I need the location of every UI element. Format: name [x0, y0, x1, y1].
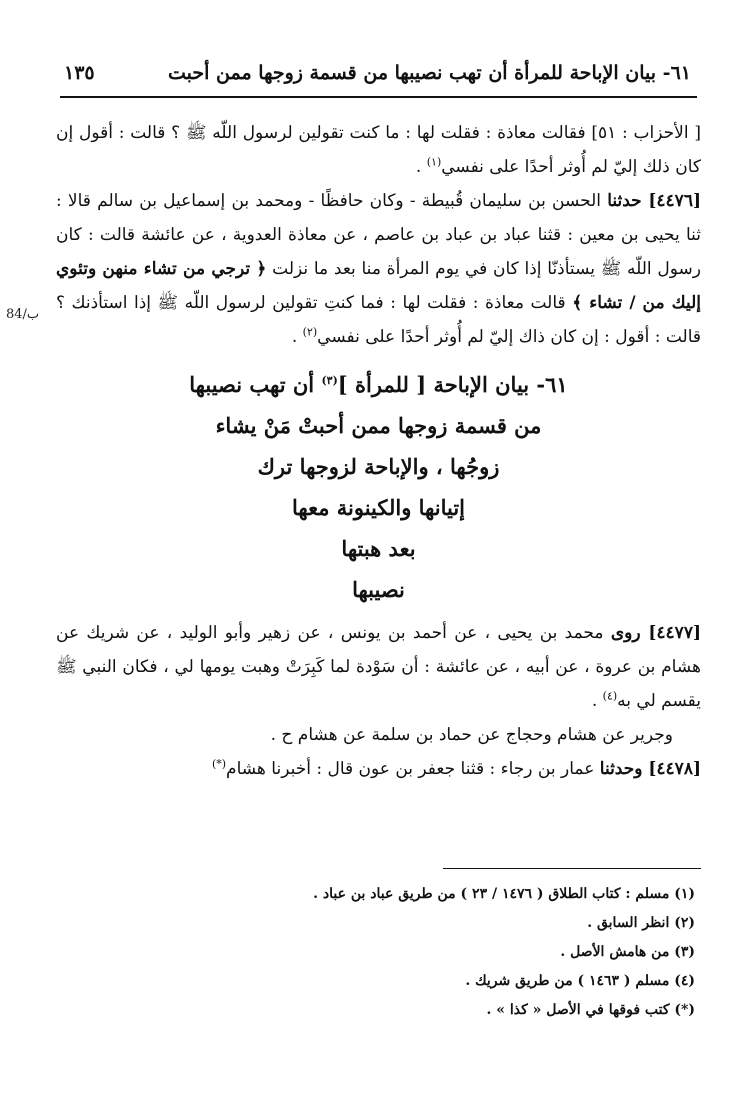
margin-folio-note: 84/ب: [6, 307, 40, 322]
footnote-star: (*) كتب فوقها في الأصل « كذا » .: [486, 1002, 695, 1018]
hadith-4476-text-b: قالت معاذة : فقلت لها : فما كنتِ تقولين لرسول اللّه ﷺ إذا استأذنك ؟ قالت : أقول : إن كان ذاك إليّ لم أُوثر أحدًا على نفسي: [56, 293, 701, 347]
paragraph-1-end: .: [415, 157, 427, 177]
paragraph-chain: [56, 718, 701, 752]
hadith-4476-text-a: الحسن بن سليمان قُبيطة - وكان حافظًا - ومحمد بن إسماعيل بن سالم قالا : ثنا يحيى بن معين : قثنا عباد بن عباد بن عاصم ، عن معاذة العدوية ، عن عائشة قالت : كان رسول اللّه ﷺ يستأذنّا إذا كان في يوم المرأة منا بعد ما نزلت: [56, 191, 701, 279]
header-title: ٦١- بيان الإباحة للمرأة أن تهب نصيبها من قسمة زوجها ممن أحبت: [168, 62, 691, 84]
page-number: ١٣٥: [64, 62, 95, 84]
paragraph-1-text: [ الأحزاب : ٥١] فقالت معاذة : فقلت لها : ما كنت تقولين لرسول اللّه ﷺ ؟ قالت : أقول إن كان ذلك إليّ لم أُوثر أحدًا على نفسي: [56, 123, 701, 177]
hadith-4478-number: [٤٤٧٨] وحدثنا: [599, 759, 701, 779]
hadith-4478: [56, 752, 701, 786]
chapter-title-line-1-b: أن تهب نصيبها: [189, 372, 322, 397]
quran-quote: ﴿ ترجي من تشاء منهن وتئوي إليك من / تشاء ﴾: [56, 259, 702, 313]
footnotes: [60, 880, 695, 1025]
hadith-4478-text: عمار بن رجاء : قثنا جعفر بن عون قال : أخبرنا هشام: [226, 759, 600, 779]
hadith-4476: [56, 184, 701, 354]
hadith-4476-end: .: [291, 327, 303, 347]
chapter-title-line-5: بعد هبتها: [341, 536, 416, 561]
chapter-title-line-2: من قسمة زوجها ممن أحبتْ مَنْ يشاء: [215, 413, 542, 438]
hadith-4477-number: [٤٤٧٧] روى: [610, 623, 701, 643]
footnote-ref-3[interactable]: (٣): [321, 374, 338, 387]
main-text: [56, 116, 701, 786]
footnote-1: (١) مسلم : كتاب الطلاق ( ١٤٧٦ / ٢٣ ) من طريق عباد بن عباد .: [313, 886, 695, 902]
hadith-4477-end: .: [591, 691, 603, 711]
footnote-divider: [443, 868, 701, 869]
chapter-title: [56, 364, 701, 610]
paragraph-chain-text: وجرير عن هشام وحجاج عن حماد بن سلمة عن هشام ح .: [270, 725, 673, 745]
footnote-ref-2[interactable]: (٢): [302, 325, 318, 339]
chapter-title-line-4: إتيانها والكينونة معها: [291, 495, 465, 520]
paragraph-1: [56, 116, 701, 184]
chapter-title-line-1: [56, 364, 701, 405]
footnote-ref-1[interactable]: (١): [426, 155, 442, 169]
footnote-4: (٤) مسلم ( ١٤٦٣ ) من طريق شريك .: [465, 973, 695, 989]
hadith-4477-text: محمد بن يحيى ، عن أحمد بن يونس ، عن زهير وأبو الوليد ، عن شريك عن هشام بن عروة ، عن أبيه ، عن عائشة : أن سَوْدة لما كَبِرَتْ وهبت يومها لي ، فكان النبي ﷺ يقسم لي به: [56, 623, 701, 711]
chapter-title-line-1-a: ٦١- بيان الإباحة [ للمرأة ]: [337, 372, 568, 397]
footnote-ref-4[interactable]: (٤): [602, 689, 618, 703]
footnote-ref-star[interactable]: (*): [211, 757, 227, 771]
footnote-3: (٣) من هامش الأصل .: [560, 944, 695, 960]
running-header: [60, 56, 697, 98]
hadith-4477: [56, 616, 701, 718]
hadith-4476-number: [٤٤٧٦] حدثنا: [607, 191, 701, 211]
chapter-title-line-3: زوجُها ، والإباحة لزوجها ترك: [257, 454, 500, 479]
footnote-2: (٢) انظر السابق .: [587, 915, 695, 931]
chapter-title-line-6: نصيبها: [352, 577, 405, 602]
